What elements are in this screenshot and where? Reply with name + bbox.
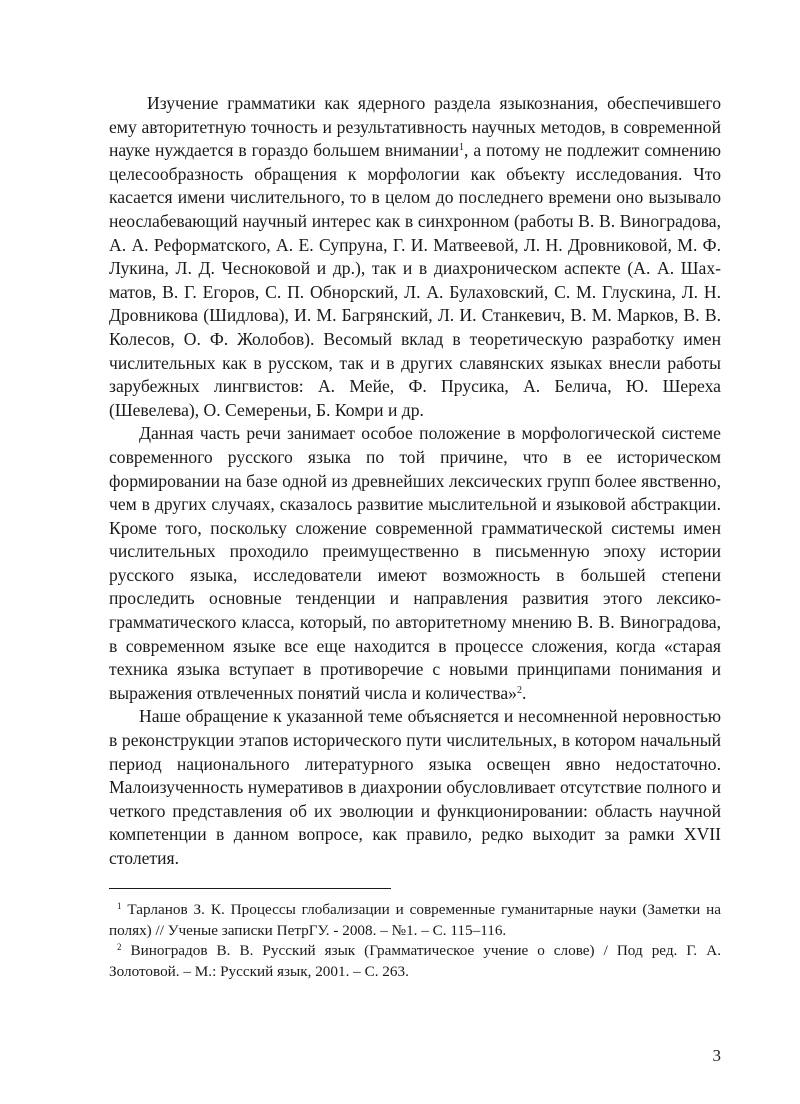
paragraph-2-text-start: Данная часть речи занимает особое положение в морфологической системе современного русского языка по той причине, что в ее историческом формировании на базе одной из древнейших лексических групп более явственно, чем в других случаях, сказалось развитие мыслительной и языковой абстракции. Кроме того, поскольку сложение современной грамматической системы имен числительных проходило преимущественно в письменную эпоху истории русского языка, исследователи имеют возможность в большей степени проследить основные тенденции и направления развития этого лексико-грамматического класса, который, по авторитетному мнению В. В. Виноградова, в современном языке все еще находится в процессе сложения, когда «старая техника языка вступает в противоречие с новыми принципами понимания и выражения отвлеченных понятий числа и количества» — [109, 423, 721, 703]
paragraph-2 — [109, 422, 721, 705]
footnotes-section — [109, 900, 721, 982]
page-number: 3 — [712, 1046, 721, 1065]
footnote-2 — [109, 941, 721, 982]
footnote-mark-2: 2 — [117, 942, 122, 952]
paragraph-2-text-end: . — [521, 682, 527, 703]
paragraph-3 — [109, 705, 721, 870]
paragraph-1 — [109, 92, 721, 422]
footnote-mark-1: 1 — [117, 901, 122, 911]
paragraph-1-text-start: Изучение грамматики как ядерного раздела языкознания, обеспечившего ему авторитетную точность и результативность научных методов, в современной науке нуждается в гораздо большем внимании — [109, 93, 721, 161]
footnote-ref-2: 2 — [516, 684, 522, 696]
main-text — [109, 92, 721, 871]
footnote-2-text: Виноградов В. В. Русский язык (Грамматическое учение о слове) / Под ред. Г. А. Золотовой. – М.: Русский язык, 2001. – С. 263. — [109, 942, 721, 980]
footnote-separator — [109, 888, 391, 889]
footnote-1-text: Тарланов З. К. Процессы глобализации и современные гуманитарные науки (Заметки на полях) // Ученые записки ПетрГУ. - 2008. – №1. – С. 115–116. — [109, 901, 721, 939]
paragraph-3-text: Наше обращение к указанной теме объясняется и несомненной неровностью в реконструкции этапов исторического пути числительных, в котором начальный период национального литературного языка освещен явно недостаточно. Малоизученность нумеративов в диахронии обусловливает отсутствие полного и четкого представления об их эволюции и функционировании: область научной компетенции в данном вопросе, как правило, редко выходит за рамки XVII столетия. — [109, 706, 721, 868]
footnote-1 — [109, 900, 721, 941]
footnote-ref-1: 1 — [459, 142, 465, 154]
paragraph-1-text-end: , а потому не подлежит сомнению целесообразность обращения к морфологии как объекту исследования. Что касается имени числительного, то в целом до последнего времени оно вызывало неослабевающий научный интерес как в синхронном (работы В. В. Виноградова, А. А. Реформатского, А. Е. Супруна, Г. И. Матвеевой, Л. Н. Дровниковой, М. Ф. Лукина, Л. Д. Чесноковой и др.), так и в диахроническом аспекте (А. А. Шахматов, В. Г. Егоров, С. П. Обнорский, Л. А. Булаховский, С. М. Глускина, Л. Н. Дровникова (Шидлова), И. М. Багрянский, Л. И. Станкевич, В. М. Марков, В. В. Колесов, О. Ф. Жолобов). Весомый вклад в теоретическую разработку имен числительных как в русском, так и в других славянских языках внесли работы зарубежных лингвистов: А. Мейе, Ф. Прусика, А. Белича, Ю. Шереха (Шевелева), О. Семереньи, Б. Комри и др. — [109, 140, 721, 420]
